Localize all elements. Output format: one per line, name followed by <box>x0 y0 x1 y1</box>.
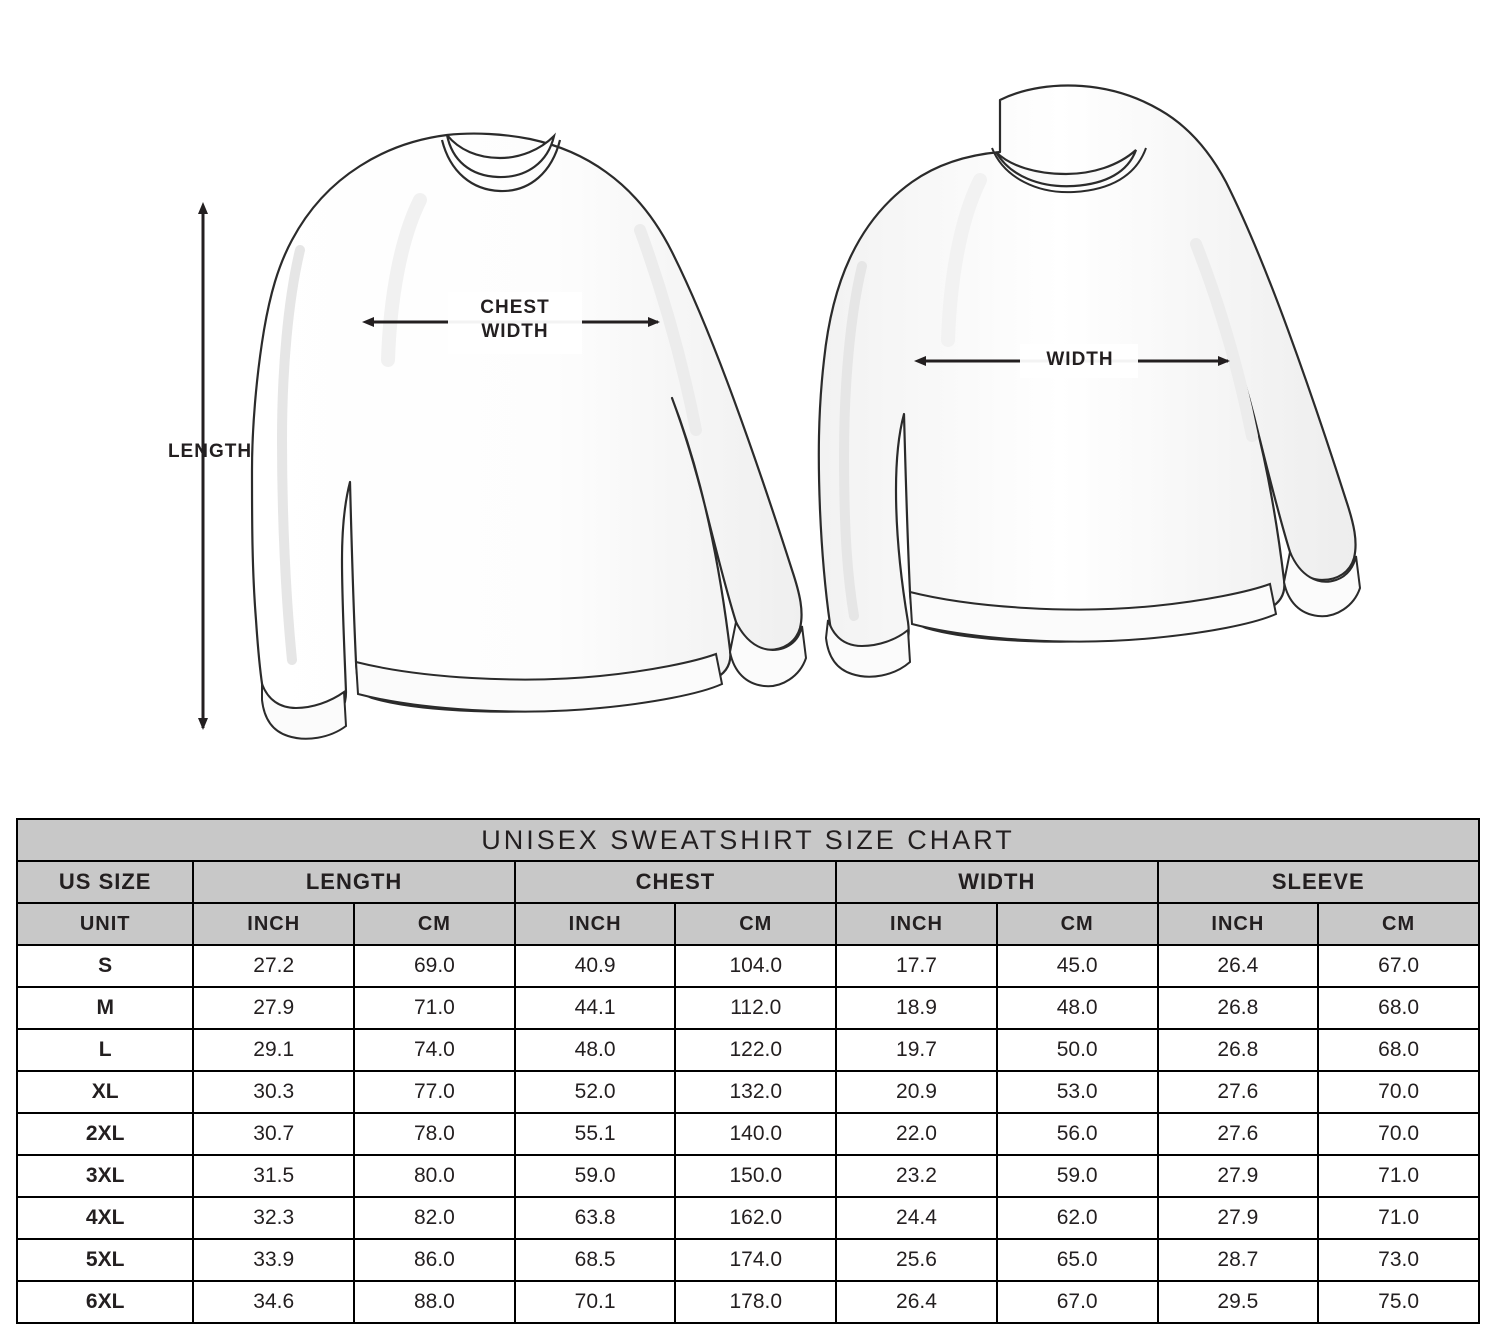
cell-chest-cm: 112.0 <box>675 987 836 1029</box>
sweatshirt-back-view <box>819 86 1360 677</box>
cell-sleeve-inch: 28.7 <box>1158 1239 1319 1281</box>
cell-width-cm: 45.0 <box>997 945 1158 987</box>
cell-length-inch: 29.1 <box>193 1029 354 1071</box>
cell-chest-cm: 140.0 <box>675 1113 836 1155</box>
cell-chest-inch: 68.5 <box>515 1239 676 1281</box>
header-width-inch: INCH <box>836 903 997 945</box>
cell-chest-cm: 178.0 <box>675 1281 836 1323</box>
size-chart-table-wrapper <box>16 818 1480 1324</box>
cell-sleeve-cm: 68.0 <box>1318 1029 1479 1071</box>
header-length-cm: CM <box>354 903 515 945</box>
size-label: M <box>17 987 193 1029</box>
cell-length-inch: 27.2 <box>193 945 354 987</box>
table-row <box>17 1113 1479 1155</box>
table-row <box>17 987 1479 1029</box>
cell-width-inch: 25.6 <box>836 1239 997 1281</box>
size-chart-body <box>17 945 1479 1323</box>
size-label: L <box>17 1029 193 1071</box>
cell-length-inch: 32.3 <box>193 1197 354 1239</box>
cell-chest-inch: 63.8 <box>515 1197 676 1239</box>
cell-length-cm: 86.0 <box>354 1239 515 1281</box>
cell-chest-cm: 132.0 <box>675 1071 836 1113</box>
header-unit: UNIT <box>17 903 193 945</box>
unit-header-row <box>17 903 1479 945</box>
cell-sleeve-inch: 27.6 <box>1158 1113 1319 1155</box>
cell-chest-cm: 150.0 <box>675 1155 836 1197</box>
size-label: 3XL <box>17 1155 193 1197</box>
cell-chest-cm: 162.0 <box>675 1197 836 1239</box>
cell-sleeve-cm: 68.0 <box>1318 987 1479 1029</box>
header-width: WIDTH <box>836 861 1157 903</box>
cell-chest-inch: 44.1 <box>515 987 676 1029</box>
cell-length-cm: 78.0 <box>354 1113 515 1155</box>
cell-sleeve-cm: 67.0 <box>1318 945 1479 987</box>
header-length: LENGTH <box>193 861 514 903</box>
size-chart-table <box>16 818 1480 1324</box>
cell-chest-inch: 52.0 <box>515 1071 676 1113</box>
table-title-row <box>17 819 1479 861</box>
cell-width-inch: 18.9 <box>836 987 997 1029</box>
cell-length-cm: 69.0 <box>354 945 515 987</box>
size-label: 6XL <box>17 1281 193 1323</box>
length-label: LENGTH <box>167 441 253 462</box>
cell-length-inch: 27.9 <box>193 987 354 1029</box>
sweatshirt-front-view <box>252 134 806 739</box>
size-label: S <box>17 945 193 987</box>
group-header-row <box>17 861 1479 903</box>
cell-length-cm: 88.0 <box>354 1281 515 1323</box>
cell-sleeve-inch: 27.9 <box>1158 1197 1319 1239</box>
cell-width-inch: 23.2 <box>836 1155 997 1197</box>
cell-sleeve-cm: 70.0 <box>1318 1113 1479 1155</box>
header-width-cm: CM <box>997 903 1158 945</box>
cell-width-cm: 59.0 <box>997 1155 1158 1197</box>
cell-chest-inch: 55.1 <box>515 1113 676 1155</box>
cell-length-cm: 80.0 <box>354 1155 515 1197</box>
table-row <box>17 1197 1479 1239</box>
cell-length-inch: 31.5 <box>193 1155 354 1197</box>
cell-chest-inch: 40.9 <box>515 945 676 987</box>
cell-length-cm: 71.0 <box>354 987 515 1029</box>
cell-sleeve-inch: 27.6 <box>1158 1071 1319 1113</box>
cell-width-cm: 65.0 <box>997 1239 1158 1281</box>
header-chest-inch: INCH <box>515 903 676 945</box>
cell-width-cm: 56.0 <box>997 1113 1158 1155</box>
cell-width-cm: 62.0 <box>997 1197 1158 1239</box>
header-sleeve: SLEEVE <box>1158 861 1480 903</box>
cell-width-inch: 24.4 <box>836 1197 997 1239</box>
cell-length-inch: 30.7 <box>193 1113 354 1155</box>
cell-sleeve-cm: 75.0 <box>1318 1281 1479 1323</box>
cell-sleeve-inch: 29.5 <box>1158 1281 1319 1323</box>
cell-chest-inch: 48.0 <box>515 1029 676 1071</box>
width-label: WIDTH <box>1046 349 1114 370</box>
cell-width-inch: 20.9 <box>836 1071 997 1113</box>
header-chest-cm: CM <box>675 903 836 945</box>
chest-width-label-line2: WIDTH <box>481 320 549 342</box>
table-row <box>17 1029 1479 1071</box>
cell-chest-cm: 104.0 <box>675 945 836 987</box>
header-us-size: US SIZE <box>17 861 193 903</box>
header-sleeve-cm: CM <box>1318 903 1479 945</box>
size-label: XL <box>17 1071 193 1113</box>
chest-width-label <box>450 296 580 344</box>
chest-width-label-line1: CHEST <box>480 297 550 318</box>
cell-width-inch: 26.4 <box>836 1281 997 1323</box>
cell-width-inch: 22.0 <box>836 1113 997 1155</box>
size-label: 2XL <box>17 1113 193 1155</box>
cell-chest-cm: 122.0 <box>675 1029 836 1071</box>
header-sleeve-inch: INCH <box>1158 903 1319 945</box>
header-chest: CHEST <box>515 861 836 903</box>
table-row <box>17 1239 1479 1281</box>
table-row <box>17 945 1479 987</box>
table-row <box>17 1155 1479 1197</box>
cell-length-inch: 34.6 <box>193 1281 354 1323</box>
cell-width-cm: 53.0 <box>997 1071 1158 1113</box>
cell-length-inch: 30.3 <box>193 1071 354 1113</box>
cell-sleeve-inch: 26.4 <box>1158 945 1319 987</box>
cell-length-inch: 33.9 <box>193 1239 354 1281</box>
cell-chest-cm: 174.0 <box>675 1239 836 1281</box>
cell-sleeve-inch: 26.8 <box>1158 1029 1319 1071</box>
cell-sleeve-cm: 71.0 <box>1318 1155 1479 1197</box>
cell-width-cm: 67.0 <box>997 1281 1158 1323</box>
cell-sleeve-inch: 26.8 <box>1158 987 1319 1029</box>
size-label: 4XL <box>17 1197 193 1239</box>
cell-length-cm: 82.0 <box>354 1197 515 1239</box>
cell-chest-inch: 59.0 <box>515 1155 676 1197</box>
cell-sleeve-cm: 71.0 <box>1318 1197 1479 1239</box>
table-row <box>17 1071 1479 1113</box>
cell-width-inch: 19.7 <box>836 1029 997 1071</box>
cell-length-cm: 74.0 <box>354 1029 515 1071</box>
cell-sleeve-cm: 73.0 <box>1318 1239 1479 1281</box>
cell-length-cm: 77.0 <box>354 1071 515 1113</box>
size-label: 5XL <box>17 1239 193 1281</box>
cell-chest-inch: 70.1 <box>515 1281 676 1323</box>
cell-width-cm: 48.0 <box>997 987 1158 1029</box>
cell-width-inch: 17.7 <box>836 945 997 987</box>
chart-title: UNISEX SWEATSHIRT SIZE CHART <box>17 819 1479 861</box>
cell-sleeve-cm: 70.0 <box>1318 1071 1479 1113</box>
cell-width-cm: 50.0 <box>997 1029 1158 1071</box>
cell-sleeve-inch: 27.9 <box>1158 1155 1319 1197</box>
header-length-inch: INCH <box>193 903 354 945</box>
